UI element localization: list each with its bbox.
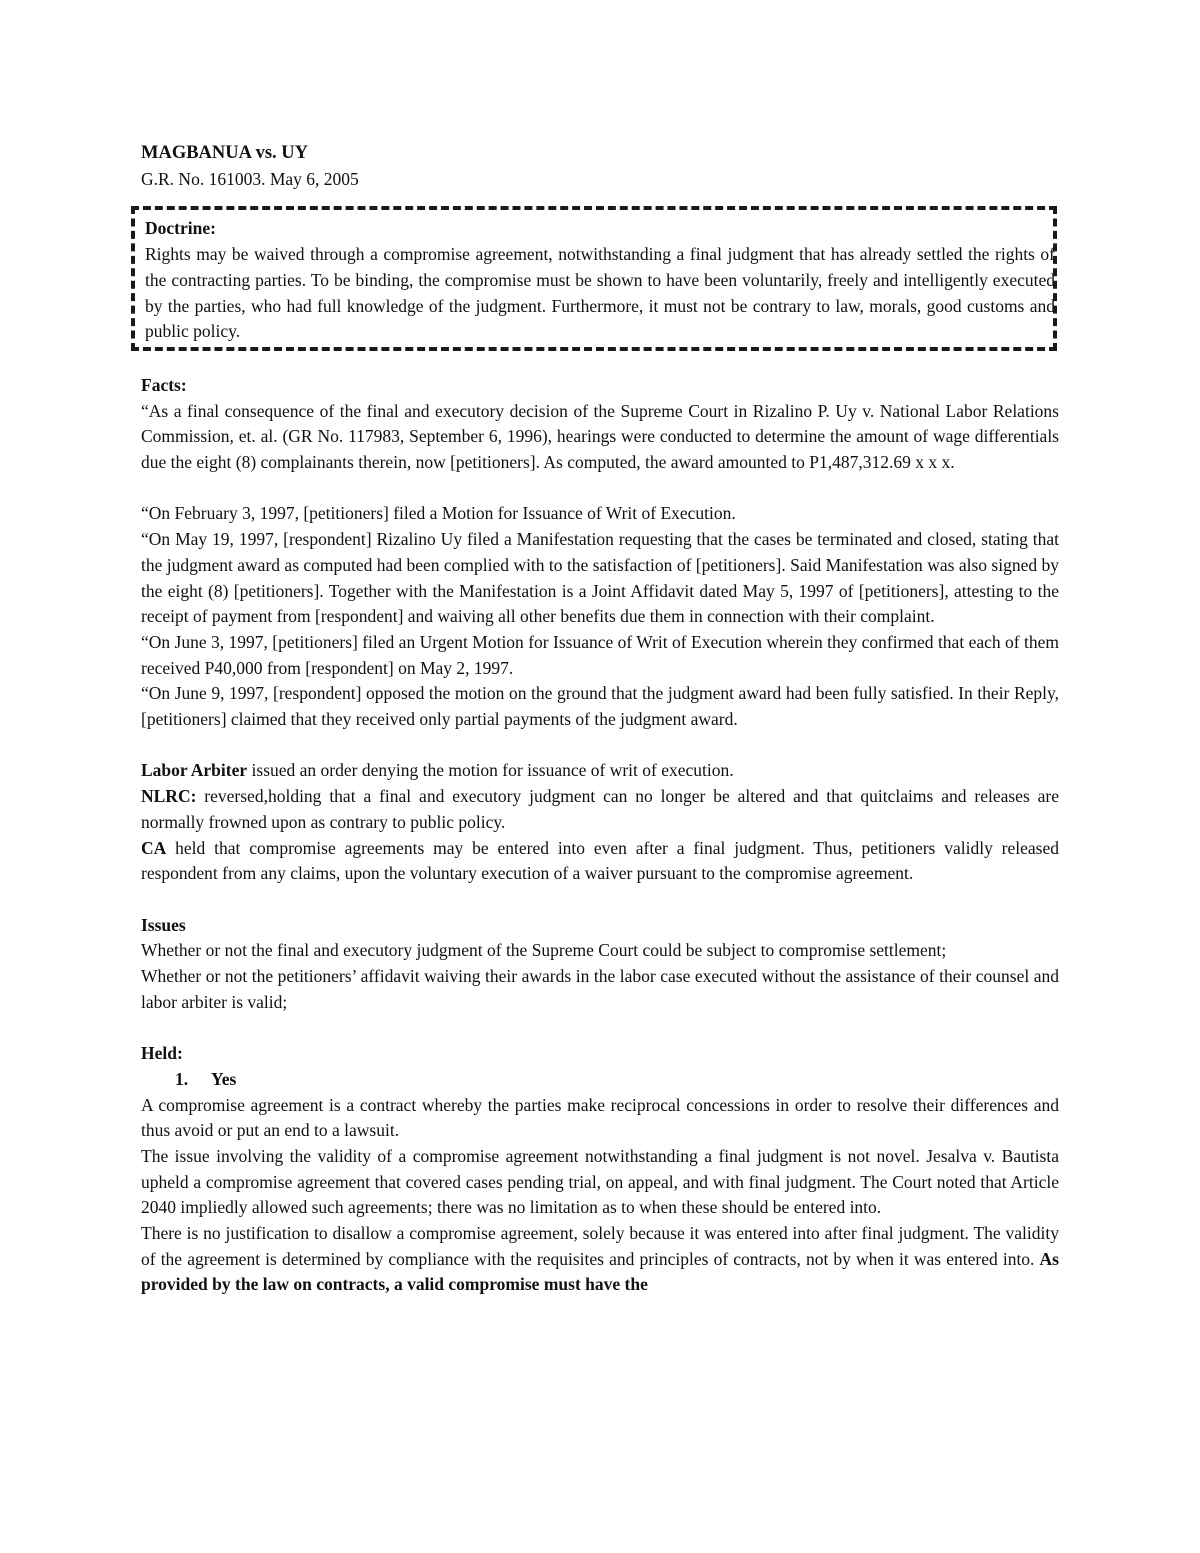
held-item-label: Yes bbox=[211, 1068, 237, 1089]
nlrc-label: NLRC: bbox=[141, 786, 197, 807]
ca-ruling bbox=[141, 836, 1059, 887]
issue-2: Whether or not the petitioners’ affidavit waiving their awards in the labor case executed without the assistance of their counsel and labor arbiter is valid; bbox=[141, 966, 1059, 1012]
issues-heading: Issues bbox=[141, 914, 186, 935]
case-title: MAGBANUA vs. UY bbox=[141, 143, 309, 163]
held-list-item bbox=[141, 1067, 1059, 1093]
held-heading: Held: bbox=[141, 1043, 183, 1064]
doctrine-text: Rights may be waived through a compromise agreement, notwithstanding a final judgment that has already settled the rights of the contracting parties. To be binding, the compromise must be shown to have been voluntarily, freely and intelligently executed by the parties, who had full knowledge of the judgment. Furthermore, it must not be contrary to law, morals, good customs and public policy. bbox=[145, 244, 1055, 342]
ca-text: held that compromise agreements may be entered into even after a final judgment. Thus, petitioners validly released respondent from any claims, upon the voluntary execution of a waiver pursuant to the compromise agreement. bbox=[141, 837, 1059, 884]
facts-paragraph-1: “As a final consequence of the final and executory decision of the Supreme Court in Rizalino P. Uy v. National Labor Relations Commission, et. al. (GR No. 117983, September 6, 1996), hearings were conducted to determine the amount of wage differentials due the eight (8) complainants therein, now [petitioners]. As computed, the award amounted to P1,487,312.69 x x x. bbox=[141, 400, 1059, 473]
held-paragraph-3-bold: As provided by the law on contracts, a valid compromise must have the bbox=[141, 1248, 1059, 1295]
doctrine-heading: Doctrine: bbox=[145, 218, 216, 239]
nlrc-text: reversed,holding that a final and executory judgment can no longer be altered and that quitclaims and releases are normally frowned upon as contrary to public policy. bbox=[141, 786, 1059, 832]
held-paragraph-2: The issue involving the validity of a compromise agreement notwithstanding a final judgment is not novel. Jesalva v. Bautista upheld a compromise agreement that covered cases pending trial, on appeal, and with final judgment. The Court noted that Article 2040 impliedly allowed such agreements; there was no limitation as to when these should be entered into. bbox=[141, 1145, 1059, 1218]
facts-paragraph-4: “On June 3, 1997, [petitioners] filed an Urgent Motion for Issuance of Writ of Execution wherein they confirmed that each of them received P40,000 from [respondent] on May 2, 1997. bbox=[141, 631, 1059, 678]
labor-arbiter-label: Labor Arbiter bbox=[141, 760, 248, 781]
facts-paragraph-2: “On February 3, 1997, [petitioners] filed a Motion for Issuance of Writ of Execution. bbox=[141, 503, 736, 524]
nlrc-ruling bbox=[141, 784, 1059, 835]
facts-paragraph-3: “On May 19, 1997, [respondent] Rizalino Uy filed a Manifestation requesting that the cases be terminated and closed, stating that the judgment award as computed had been complied with to the satisfaction of [petitioners]. Said Manifestation was also signed by the eight (8) [petitioners]. Together with the Manifestation is a Joint Affidavit dated May 5, 1997 of [petitioners], attesting to the receipt of payment from [respondent] and waiving all other benefits due them in connection with their complaint. bbox=[141, 529, 1059, 627]
held-paragraph-3 bbox=[141, 1221, 1059, 1298]
facts-paragraph-5: “On June 9, 1997, [respondent] opposed the motion on the ground that the judgment award had been fully satisfied. In their Reply, [petitioners] claimed that they received only partial payments of the judgment award. bbox=[141, 683, 1059, 730]
case-citation: G.R. No. 161003. May 6, 2005 bbox=[141, 168, 359, 189]
doctrine-box bbox=[131, 206, 1057, 351]
held-paragraph-1: A compromise agreement is a contract whereby the parties make reciprocal concessions in order to resolve their differences and thus avoid or put an end to a lawsuit. bbox=[141, 1094, 1059, 1141]
held-paragraph-3-text: There is no justification to disallow a compromise agreement, solely because it was entered into after final judgment. The validity of the agreement is determined by compliance with the requisites and principles of contracts, not by when it was entered into. bbox=[141, 1223, 1059, 1269]
document-page bbox=[141, 141, 1059, 1298]
ca-label: CA bbox=[141, 837, 167, 858]
issue-1: Whether or not the final and executory judgment of the Supreme Court could be subject to compromise settlement; bbox=[141, 940, 947, 961]
labor-arbiter-text: issued an order denying the motion for issuance of writ of execution. bbox=[247, 760, 734, 781]
labor-arbiter-ruling bbox=[141, 758, 1059, 784]
facts-heading: Facts: bbox=[141, 374, 187, 395]
held-item-number: 1. bbox=[175, 1068, 189, 1089]
